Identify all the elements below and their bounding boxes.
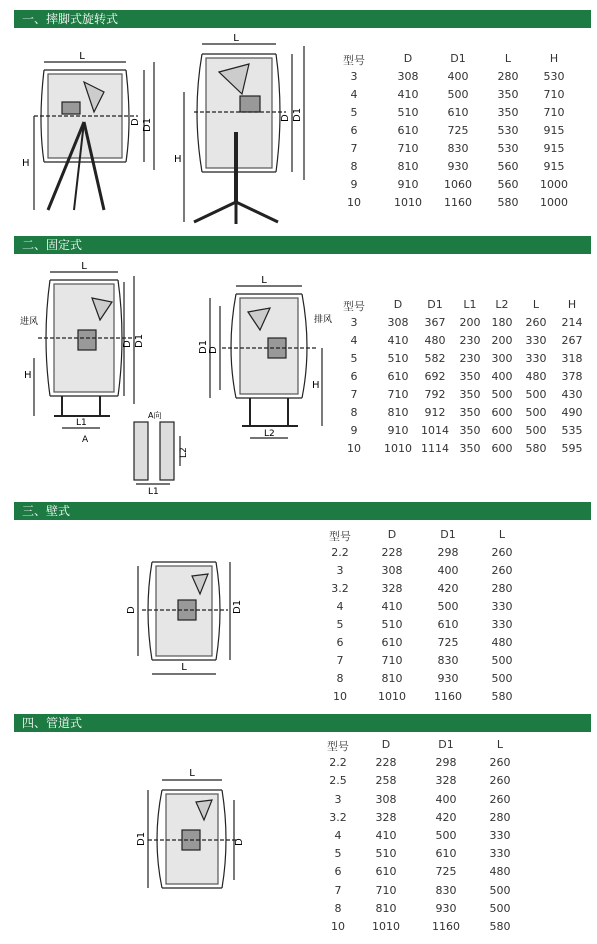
table-cell: 930 bbox=[447, 160, 469, 173]
table-header-cell: D1 bbox=[450, 52, 466, 65]
dim-label-D-right: D bbox=[280, 114, 291, 122]
table-cell: 260 bbox=[525, 316, 547, 329]
table-cell: 350 bbox=[497, 88, 519, 101]
table-cell: 580 bbox=[497, 196, 519, 209]
dim-label-L: L bbox=[79, 51, 85, 62]
table-cell: 260 bbox=[491, 564, 513, 577]
table-cell: 300 bbox=[491, 352, 513, 365]
dim-label-H: H bbox=[22, 158, 30, 169]
table-cell: 725 bbox=[437, 636, 459, 649]
table-cell: 530 bbox=[543, 70, 565, 83]
table-cell: 260 bbox=[491, 546, 513, 559]
table-cell: 400 bbox=[447, 70, 469, 83]
table-cell: 500 bbox=[489, 901, 511, 915]
table-cell: 280 bbox=[497, 70, 519, 83]
table-cell: 710 bbox=[387, 388, 409, 401]
dim-label-L2-view: L2 bbox=[179, 447, 189, 458]
table-header-cell: 型号 bbox=[327, 740, 349, 753]
table-cell: 530 bbox=[497, 142, 519, 155]
table-cell: 725 bbox=[447, 124, 469, 137]
table-cell: 430 bbox=[561, 388, 583, 401]
spec-table-4 bbox=[318, 738, 548, 938]
table-cell: 500 bbox=[435, 829, 457, 842]
table-cell: 595 bbox=[561, 442, 583, 455]
section-title-2: 二、固定式 bbox=[22, 238, 83, 252]
table-cell: 228 bbox=[375, 756, 397, 770]
table-cell: 410 bbox=[397, 88, 419, 101]
spec-table-3 bbox=[320, 528, 540, 708]
section-header-2 bbox=[14, 236, 591, 254]
dim-label-L2: L2 bbox=[264, 429, 275, 439]
table-header-cell: L bbox=[504, 52, 512, 65]
table-cell: 580 bbox=[489, 920, 511, 933]
dim-label-D1-wall: D1 bbox=[232, 599, 243, 614]
table-cell: 200 bbox=[491, 334, 513, 347]
table-cell: 400 bbox=[437, 564, 459, 577]
table-cell: 910 bbox=[387, 424, 409, 437]
table-cell: 8 bbox=[350, 160, 358, 173]
table-header-cell: 型号 bbox=[329, 530, 351, 543]
inlet-label: 进风 bbox=[20, 317, 39, 327]
table-cell: 500 bbox=[525, 388, 547, 401]
table-cell: 1010 bbox=[394, 196, 422, 209]
dim-label-D1-right: D1 bbox=[292, 107, 303, 122]
table-cell: 710 bbox=[381, 654, 403, 667]
table-cell: 8 bbox=[350, 406, 358, 419]
table-cell: 367 bbox=[424, 316, 446, 329]
table-cell: 5 bbox=[336, 618, 344, 631]
table-cell: 480 bbox=[491, 636, 513, 649]
table-cell: 710 bbox=[543, 106, 565, 119]
table-cell: 560 bbox=[497, 160, 519, 173]
table-header-cell: L bbox=[532, 298, 540, 311]
table-cell: 2.5 bbox=[329, 774, 347, 788]
table-cell: 298 bbox=[435, 756, 457, 770]
table-cell: 830 bbox=[447, 142, 469, 155]
wall-fan-diagram bbox=[124, 552, 254, 688]
table-cell: 1160 bbox=[432, 920, 460, 933]
table-cell: 3 bbox=[336, 564, 344, 577]
table-cell: 228 bbox=[381, 546, 403, 559]
table-cell: 535 bbox=[561, 424, 583, 437]
table-cell: 500 bbox=[525, 424, 547, 437]
table-cell: 510 bbox=[387, 352, 409, 365]
table-cell: 610 bbox=[447, 106, 469, 119]
table-cell: 1160 bbox=[434, 690, 462, 703]
table-cell: 4 bbox=[350, 334, 358, 347]
table-cell: 260 bbox=[489, 756, 511, 770]
table-cell: 610 bbox=[387, 370, 409, 383]
table-cell: 318 bbox=[561, 352, 583, 365]
table-cell: 6 bbox=[350, 370, 358, 383]
table-header-cell: D1 bbox=[440, 528, 456, 541]
dim-label-H-fixed-right: H bbox=[312, 380, 320, 391]
table-cell: 1014 bbox=[421, 424, 449, 437]
table-cell: 330 bbox=[491, 600, 513, 613]
table-cell: 3 bbox=[350, 70, 358, 83]
table-cell: 260 bbox=[489, 792, 511, 806]
spec-table-2 bbox=[338, 298, 588, 468]
table-cell: 230 bbox=[459, 352, 481, 365]
table-cell: 3.2 bbox=[331, 582, 349, 595]
table-cell: 830 bbox=[435, 883, 457, 897]
table-cell: 7 bbox=[334, 883, 342, 897]
table-cell: 600 bbox=[491, 424, 513, 437]
table-cell: 3 bbox=[350, 316, 358, 329]
dim-label-L-wall: L bbox=[181, 662, 187, 673]
table-cell: 350 bbox=[497, 106, 519, 119]
table-cell: 10 bbox=[331, 920, 345, 933]
table-cell: 4 bbox=[336, 600, 344, 613]
table-cell: 308 bbox=[397, 70, 419, 83]
table-cell: 500 bbox=[437, 600, 459, 613]
table-cell: 298 bbox=[437, 546, 459, 559]
table-cell: 915 bbox=[543, 160, 565, 173]
table-cell: 1060 bbox=[444, 178, 472, 191]
arrow-label-A: A bbox=[82, 435, 89, 445]
dim-label-D-wall: D bbox=[126, 606, 137, 614]
table-cell: 560 bbox=[497, 178, 519, 191]
table-header-cell: L bbox=[498, 528, 506, 541]
table-cell: 267 bbox=[561, 334, 583, 347]
table-cell: 610 bbox=[375, 865, 397, 879]
table-cell: 480 bbox=[489, 865, 511, 879]
table-cell: 180 bbox=[491, 316, 513, 329]
table-cell: 6 bbox=[336, 636, 344, 649]
table-cell: 328 bbox=[435, 774, 457, 788]
table-cell: 4 bbox=[350, 88, 358, 101]
dim-label-L-right: L bbox=[233, 33, 239, 44]
table-header-cell: D1 bbox=[427, 298, 443, 311]
table-cell: 420 bbox=[435, 810, 457, 824]
table-cell: 1010 bbox=[384, 442, 412, 455]
table-cell: 350 bbox=[459, 424, 481, 437]
table-cell: 710 bbox=[397, 142, 419, 155]
table-cell: 7 bbox=[350, 142, 358, 155]
section-title-3: 三、壁式 bbox=[22, 504, 71, 518]
duct-fan-diagram bbox=[138, 764, 268, 906]
table-cell: 1010 bbox=[372, 920, 400, 933]
table-header-cell: H bbox=[567, 298, 577, 311]
table-cell: 410 bbox=[375, 829, 397, 842]
table-cell: 915 bbox=[543, 142, 565, 155]
table-cell: 328 bbox=[375, 810, 397, 824]
table-cell: 214 bbox=[561, 316, 583, 329]
table-cell: 378 bbox=[561, 370, 583, 383]
table-cell: 490 bbox=[561, 406, 583, 419]
table-cell: 308 bbox=[381, 564, 403, 577]
table-cell: 810 bbox=[375, 901, 397, 915]
table-header-cell: D bbox=[387, 528, 397, 541]
dim-label-L-fixed-right: L bbox=[261, 275, 267, 286]
table-cell: 910 bbox=[397, 178, 419, 191]
table-cell: 8 bbox=[334, 901, 342, 915]
table-header-cell: D1 bbox=[438, 738, 454, 751]
table-cell: 810 bbox=[397, 160, 419, 173]
table-cell: 600 bbox=[491, 406, 513, 419]
table-cell: 410 bbox=[387, 334, 409, 347]
dim-label-H-fixed: H bbox=[24, 370, 32, 381]
table-cell: 930 bbox=[435, 901, 457, 915]
table-cell: 350 bbox=[459, 388, 481, 401]
dim-label-L1: L1 bbox=[76, 418, 87, 428]
table-cell: 8 bbox=[336, 672, 344, 685]
table-header-cell: 型号 bbox=[343, 300, 365, 313]
dim-label-D1: D1 bbox=[142, 117, 153, 132]
table-cell: 915 bbox=[543, 124, 565, 137]
table-cell: 500 bbox=[491, 672, 513, 685]
table-cell: 1010 bbox=[378, 690, 406, 703]
table-cell: 280 bbox=[489, 810, 511, 824]
table-header-cell: L2 bbox=[495, 298, 509, 311]
table-cell: 500 bbox=[491, 654, 513, 667]
table-header-cell: D bbox=[381, 738, 391, 751]
section-header-3 bbox=[14, 502, 591, 520]
table-cell: 600 bbox=[491, 442, 513, 455]
table-cell: 725 bbox=[435, 865, 457, 879]
dim-label-D-fixed: D bbox=[122, 340, 133, 348]
table-cell: 350 bbox=[459, 370, 481, 383]
table-cell: 330 bbox=[525, 352, 547, 365]
table-cell: 410 bbox=[381, 600, 403, 613]
table-cell: 420 bbox=[437, 582, 459, 595]
table-cell: 3 bbox=[334, 792, 342, 806]
table-cell: 1160 bbox=[444, 196, 472, 209]
outlet-label: 排风 bbox=[314, 315, 333, 325]
table-cell: 580 bbox=[491, 690, 513, 703]
table-cell: 308 bbox=[387, 316, 409, 329]
dim-label-D1-fixed: D1 bbox=[134, 333, 145, 348]
table-cell: 710 bbox=[375, 883, 397, 897]
table-cell: 328 bbox=[381, 582, 403, 595]
table-cell: 792 bbox=[424, 388, 446, 401]
dim-label-D-fixed-right: D bbox=[208, 346, 219, 354]
dim-label-D: D bbox=[130, 118, 141, 126]
table-cell: 6 bbox=[334, 865, 342, 879]
view-label-A: A向 bbox=[148, 411, 162, 420]
table-cell: 500 bbox=[525, 406, 547, 419]
table-header-cell: L bbox=[496, 738, 504, 751]
dim-label-H-right: H bbox=[174, 154, 182, 165]
table-cell: 260 bbox=[489, 774, 511, 788]
table-cell: 280 bbox=[491, 582, 513, 595]
table-cell: 9 bbox=[350, 178, 358, 191]
table-cell: 330 bbox=[489, 829, 511, 842]
table-cell: 830 bbox=[437, 654, 459, 667]
table-cell: 510 bbox=[375, 847, 397, 861]
table-cell: 350 bbox=[459, 406, 481, 419]
dim-label-D-duct: D bbox=[234, 838, 245, 846]
table-cell: 7 bbox=[336, 654, 344, 667]
table-cell: 2.2 bbox=[329, 756, 347, 770]
dim-label-D1-fixed-right: D1 bbox=[198, 339, 209, 354]
table-cell: 1114 bbox=[421, 442, 449, 455]
table-cell: 510 bbox=[397, 106, 419, 119]
table-cell: 1000 bbox=[540, 178, 568, 191]
table-header-cell: 型号 bbox=[343, 54, 365, 67]
table-cell: 7 bbox=[350, 388, 358, 401]
table-cell: 400 bbox=[435, 792, 457, 806]
table-header-cell: L1 bbox=[463, 298, 477, 311]
table-cell: 580 bbox=[525, 442, 547, 455]
fixed-fan-diagram bbox=[14, 258, 338, 497]
table-cell: 5 bbox=[350, 352, 358, 365]
section-header-1 bbox=[14, 10, 591, 28]
spec-table-1 bbox=[338, 52, 588, 222]
table-cell: 582 bbox=[424, 352, 446, 365]
table-cell: 3.2 bbox=[329, 810, 347, 824]
table-cell: 9 bbox=[350, 424, 358, 437]
table-cell: 5 bbox=[334, 847, 342, 861]
table-cell: 610 bbox=[381, 636, 403, 649]
dim-label-L-fixed: L bbox=[81, 261, 87, 272]
table-header-cell: D bbox=[393, 298, 403, 311]
dim-label-L-duct: L bbox=[189, 768, 195, 779]
table-cell: 810 bbox=[381, 672, 403, 685]
table-cell: 330 bbox=[489, 847, 511, 861]
section-title-1: 一、摔脚式旋转式 bbox=[22, 12, 119, 26]
table-cell: 710 bbox=[543, 88, 565, 101]
dim-label-L1-view: L1 bbox=[148, 487, 159, 497]
section-title-4: 四、管道式 bbox=[22, 716, 83, 730]
table-cell: 810 bbox=[387, 406, 409, 419]
table-cell: 692 bbox=[424, 370, 446, 383]
table-cell: 308 bbox=[375, 792, 397, 806]
table-cell: 480 bbox=[525, 370, 547, 383]
table-cell: 200 bbox=[459, 316, 481, 329]
table-header-cell: D bbox=[403, 52, 413, 65]
section-header-4 bbox=[14, 714, 591, 732]
table-cell: 912 bbox=[424, 406, 446, 419]
table-cell: 350 bbox=[459, 442, 481, 455]
table-cell: 330 bbox=[491, 618, 513, 631]
table-cell: 610 bbox=[397, 124, 419, 137]
table-cell: 400 bbox=[491, 370, 513, 383]
table-cell: 500 bbox=[447, 88, 469, 101]
table-cell: 2.2 bbox=[331, 546, 349, 559]
table-cell: 330 bbox=[525, 334, 547, 347]
table-cell: 10 bbox=[347, 442, 361, 455]
table-cell: 10 bbox=[333, 690, 347, 703]
table-cell: 5 bbox=[350, 106, 358, 119]
table-header-cell: H bbox=[549, 52, 559, 65]
table-cell: 930 bbox=[437, 672, 459, 685]
table-cell: 6 bbox=[350, 124, 358, 137]
table-cell: 4 bbox=[334, 829, 342, 842]
table-cell: 500 bbox=[489, 883, 511, 897]
table-cell: 610 bbox=[437, 618, 459, 631]
table-cell: 500 bbox=[491, 388, 513, 401]
table-cell: 610 bbox=[435, 847, 457, 861]
table-cell: 530 bbox=[497, 124, 519, 137]
table-cell: 480 bbox=[424, 334, 446, 347]
table-cell: 10 bbox=[347, 196, 361, 209]
table-cell: 510 bbox=[381, 618, 403, 631]
dim-label-D1-duct: D1 bbox=[136, 831, 147, 846]
table-cell: 1000 bbox=[540, 196, 568, 209]
tripod-fan-diagram bbox=[14, 32, 334, 232]
table-cell: 258 bbox=[375, 774, 397, 788]
table-cell: 230 bbox=[459, 334, 481, 347]
